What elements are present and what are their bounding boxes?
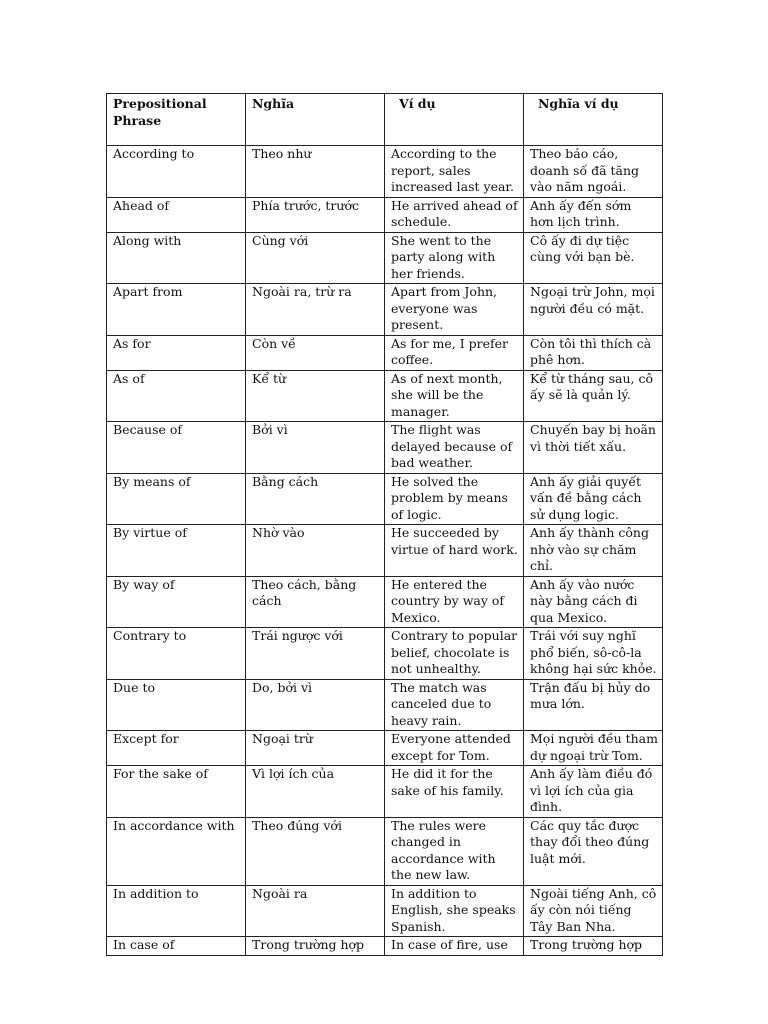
meaning-cell: Bởi vì xyxy=(246,422,385,474)
table-row xyxy=(107,473,663,525)
phrase-cell: According to xyxy=(107,146,246,198)
meaning-cell: Ngoài ra, trừ ra xyxy=(246,284,385,336)
example-meaning-cell: Kể từ tháng sau, cô ấy sẽ là quản lý. xyxy=(524,370,663,422)
table-row xyxy=(107,232,663,284)
table-row xyxy=(107,197,663,232)
example-meaning-cell: Ngoại trừ John, mọi người đều có mặt. xyxy=(524,284,663,336)
example-cell: She went to the party along with her friends. xyxy=(385,232,524,284)
example-cell: The rules were changed in accordance with the new law. xyxy=(385,817,524,885)
header-vi-du: Ví dụ xyxy=(385,94,524,146)
phrase-cell: Due to xyxy=(107,679,246,731)
meaning-cell: Do, bởi vì xyxy=(246,679,385,731)
example-cell: Everyone attended except for Tom. xyxy=(385,731,524,766)
meaning-cell: Phía trước, trước xyxy=(246,197,385,232)
table-row xyxy=(107,679,663,731)
meaning-cell: Ngoại trừ xyxy=(246,731,385,766)
example-meaning-cell: Trận đấu bị hủy do mưa lớn. xyxy=(524,679,663,731)
header-prepositional-phrase: Prepositional Phrase xyxy=(107,94,246,146)
phrase-cell: Apart from xyxy=(107,284,246,336)
example-meaning-cell: Anh ấy đến sớm hơn lịch trình. xyxy=(524,197,663,232)
example-meaning-cell: Ngoài tiếng Anh, cô ấy còn nói tiếng Tây Ban Nha. xyxy=(524,885,663,937)
phrase-cell: In accordance with xyxy=(107,817,246,885)
example-cell: He entered the country by way of Mexico. xyxy=(385,576,524,628)
example-meaning-cell: Cô ấy đi dự tiệc cùng với bạn bè. xyxy=(524,232,663,284)
example-cell: As for me, I prefer coffee. xyxy=(385,335,524,370)
example-meaning-cell: Anh ấy thành công nhờ vào sự chăm chỉ. xyxy=(524,525,663,577)
phrase-cell: In addition to xyxy=(107,885,246,937)
meaning-cell: Vì lợi ích của xyxy=(246,766,385,818)
table-row xyxy=(107,370,663,422)
meaning-cell: Cùng với xyxy=(246,232,385,284)
meaning-cell: Theo cách, bằng cách xyxy=(246,576,385,628)
meaning-cell: Ngoài ra xyxy=(246,885,385,937)
example-cell: He solved the problem by means of logic. xyxy=(385,473,524,525)
phrase-cell: As for xyxy=(107,335,246,370)
meaning-cell: Kể từ xyxy=(246,370,385,422)
example-meaning-cell: Trái với suy nghĩ phổ biến, sô-cô-la không hại sức khỏe. xyxy=(524,628,663,680)
table-row xyxy=(107,731,663,766)
example-meaning-cell: Trong trường hợp xyxy=(524,937,663,956)
table-header-row xyxy=(107,94,663,146)
phrase-cell: By way of xyxy=(107,576,246,628)
example-cell: Apart from John, everyone was present. xyxy=(385,284,524,336)
header-nghia-vi-du: Nghĩa ví dụ xyxy=(524,94,663,146)
table-row xyxy=(107,525,663,577)
table-row xyxy=(107,817,663,885)
meaning-cell: Bằng cách xyxy=(246,473,385,525)
phrase-cell: Except for xyxy=(107,731,246,766)
meaning-cell: Trái ngược với xyxy=(246,628,385,680)
example-meaning-cell: Chuyến bay bị hoãn vì thời tiết xấu. xyxy=(524,422,663,474)
meaning-cell: Trong trường hợp xyxy=(246,937,385,956)
prepositional-phrase-table xyxy=(106,93,663,956)
phrase-cell: As of xyxy=(107,370,246,422)
table-row xyxy=(107,766,663,818)
table-body xyxy=(107,146,663,956)
example-cell: In case of fire, use xyxy=(385,937,524,956)
example-cell: He arrived ahead of schedule. xyxy=(385,197,524,232)
example-cell: As of next month, she will be the manager. xyxy=(385,370,524,422)
example-meaning-cell: Anh ấy vào nước này bằng cách đi qua Mexico. xyxy=(524,576,663,628)
meaning-cell: Nhờ vào xyxy=(246,525,385,577)
phrase-cell: Ahead of xyxy=(107,197,246,232)
meaning-cell: Còn về xyxy=(246,335,385,370)
table-row xyxy=(107,422,663,474)
table-row xyxy=(107,335,663,370)
example-cell: He succeeded by virtue of hard work. xyxy=(385,525,524,577)
example-cell: He did it for the sake of his family. xyxy=(385,766,524,818)
meaning-cell: Theo đúng với xyxy=(246,817,385,885)
phrase-cell: By virtue of xyxy=(107,525,246,577)
phrase-cell: By means of xyxy=(107,473,246,525)
phrase-cell: For the sake of xyxy=(107,766,246,818)
example-cell: The match was canceled due to heavy rain. xyxy=(385,679,524,731)
phrase-cell: In case of xyxy=(107,937,246,956)
table-row xyxy=(107,146,663,198)
phrase-cell: Because of xyxy=(107,422,246,474)
example-cell: In addition to English, she speaks Spanish. xyxy=(385,885,524,937)
table-row xyxy=(107,885,663,937)
table-row xyxy=(107,284,663,336)
example-cell: Contrary to popular belief, chocolate is not unhealthy. xyxy=(385,628,524,680)
phrase-cell: Contrary to xyxy=(107,628,246,680)
example-meaning-cell: Theo báo cáo, doanh số đã tăng vào năm ngoái. xyxy=(524,146,663,198)
example-cell: The flight was delayed because of bad weather. xyxy=(385,422,524,474)
table-row xyxy=(107,628,663,680)
meaning-cell: Theo như xyxy=(246,146,385,198)
header-nghia: Nghĩa xyxy=(246,94,385,146)
example-meaning-cell: Mọi người đều tham dự ngoại trừ Tom. xyxy=(524,731,663,766)
example-cell: According to the report, sales increased last year. xyxy=(385,146,524,198)
example-meaning-cell: Anh ấy làm điều đó vì lợi ích của gia đình. xyxy=(524,766,663,818)
example-meaning-cell: Anh ấy giải quyết vấn đề bằng cách sử dụng logic. xyxy=(524,473,663,525)
table-row xyxy=(107,937,663,956)
phrase-cell: Along with xyxy=(107,232,246,284)
example-meaning-cell: Các quy tắc được thay đổi theo đúng luật mới. xyxy=(524,817,663,885)
table-row xyxy=(107,576,663,628)
example-meaning-cell: Còn tôi thì thích cà phê hơn. xyxy=(524,335,663,370)
